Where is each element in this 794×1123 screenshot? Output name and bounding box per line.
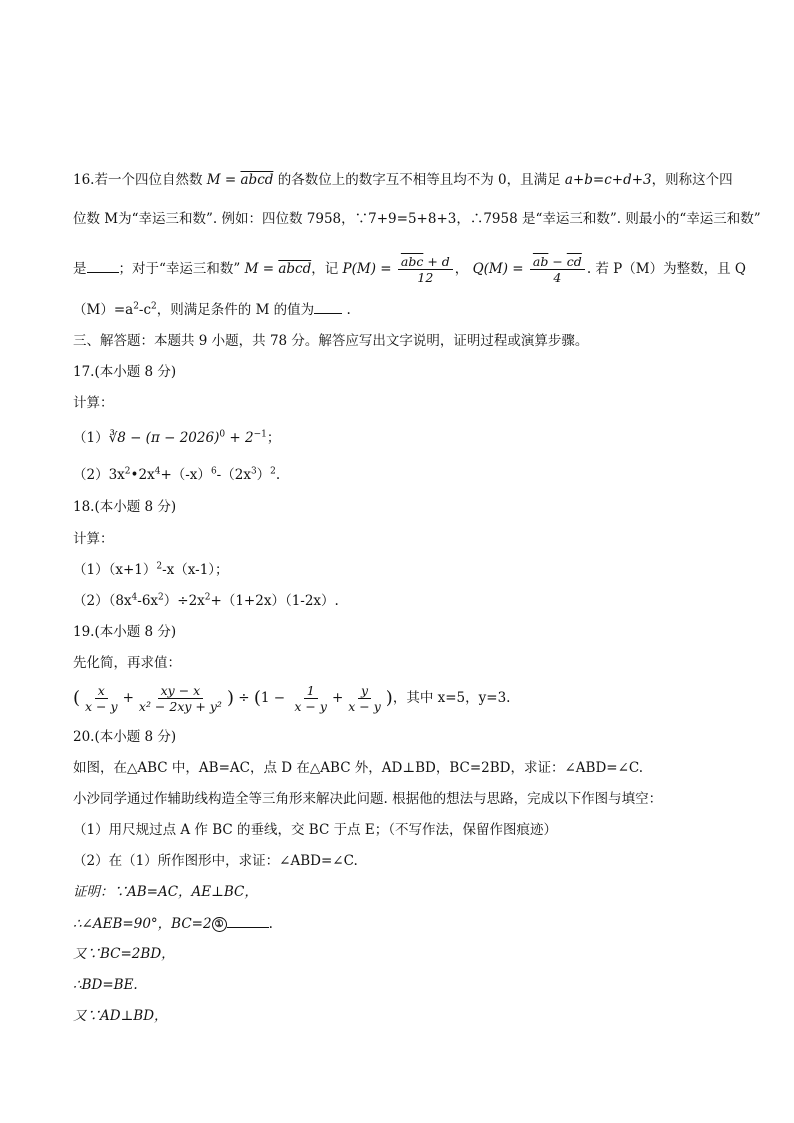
q16-line-1	[73, 170, 733, 190]
math-m-abcd: M = abcd	[244, 261, 312, 277]
answer-blank-1[interactable]	[87, 258, 119, 273]
q19-instruction: 先化简，再求值：	[73, 655, 181, 671]
q-m-fraction: $\frac{\overline{ab} - \overline{cd}}{4}$	[530, 254, 585, 285]
q16-line-2: 位数 M为“幸运三和数”. 例如：四位数 7958，∵7+9=5+8+3，∴7958 是“幸运三和数”. 则最小的“幸运三和数”	[73, 211, 761, 227]
p-m-label: P(M) =	[342, 261, 396, 277]
comma: ，	[454, 261, 469, 277]
q-m-label: Q(M) =	[472, 261, 528, 277]
q18-part-2: $(2)(8x^4-6x^2)\div 2x^2+(1+2x)(1-2x)$.	[73, 592, 339, 609]
fraction-3: $\frac{1}{x - y}$	[294, 683, 327, 714]
q16-text: 的各数位上的数字互不相等且均不为 0，且满足	[277, 172, 561, 188]
q18-instruction: 计算：	[73, 531, 114, 547]
q16-line-4: $(M)=a^2-c^2$，则满足条件的 M 的值为 .	[73, 299, 351, 320]
math-m-abcd: M = abcd	[206, 172, 274, 188]
answer-blank-2[interactable]	[314, 299, 342, 314]
q16-text: 是	[73, 261, 87, 277]
q16-condition: a+b=c+d+3	[560, 172, 652, 188]
q17-part-2: $(2)3x^2•2x^4+(-x)^6-(2x^3)^2$.	[73, 466, 281, 483]
q17-instruction: 计算：	[73, 395, 114, 411]
section-3-heading: 三、解答题：本题共 9 小题，共 78 分。解答应写出文字说明，证明过程或演算步骤。	[73, 333, 589, 349]
q18-heading: 18.(本小题 8 分)	[73, 499, 177, 515]
fraction-2: $\frac{xy - x}{\text{x² − 2xy + y²}}$	[138, 683, 222, 714]
q16-text: ，记	[311, 261, 339, 277]
q17-heading: 17.(本小题 8 分)	[73, 364, 177, 380]
q16-text: ；对于“幸运三和数”	[118, 261, 241, 277]
blank-marker-1: ①	[212, 917, 227, 932]
q16-text: . 若 P（M）为整数，且 Q	[586, 261, 746, 277]
proof-line-5: 又∵AD⊥BD，	[73, 1008, 168, 1024]
q19-heading: 19.(本小题 8 分)	[73, 624, 177, 640]
q19-expression: ( $\frac{x}{x - y}$ + $\frac{xy - x}{\text{x² − 2xy + y²}}$ ) ÷ (1 − $\frac{1}{x - y}$ + $\frac{y}{x - y}$ )，其中 x=5，y=3.	[73, 683, 511, 714]
q17-part-1: （1）∛8 − $(\pi - 2026)^0 + 2^{-1}$；	[73, 429, 281, 446]
q20-heading: 20.(本小题 8 分)	[73, 729, 177, 745]
q16-line-3	[73, 252, 746, 286]
proof-line-4: ∴BD=BE.	[73, 977, 138, 993]
proof-line-3: 又∵BC=2BD，	[73, 946, 175, 962]
q16-text: ，则称这个四	[651, 172, 733, 188]
proof-blank-1[interactable]	[227, 913, 269, 928]
proof-line-2: ∴∠AEB=90°，BC=2 ① .	[73, 913, 273, 934]
proof-line-1: 证明：∵AB=AC，AE⊥BC，	[73, 884, 258, 900]
fraction-4: $\frac{y}{x - y}$	[348, 683, 381, 714]
q18-part-1: $(1)(x+1)^2-x(x-1)$；	[73, 561, 229, 578]
q16-text: 16.若一个四位自然数	[73, 172, 203, 188]
q20-approach: 小沙同学通过作辅助线构造全等三角形来解决此问题. 根据他的想法与思路，完成以下作图与填空：	[73, 791, 663, 807]
q19-values: ，其中 x=5，y=3.	[392, 690, 511, 706]
p-m-fraction: $\frac{\overline{abc} + d}{12}$	[398, 254, 453, 285]
q20-part-2: （2）在（1）所作图形中，求证：∠ABD=∠C.	[73, 853, 358, 869]
fraction-1: $\frac{x}{x - y}$	[85, 683, 118, 714]
q20-statement: 如图，在△ABC 中，AB=AC，点 D 在△ABC 外，AD⊥BD，BC=2BD，求证：∠ABD=∠C.	[73, 760, 644, 776]
q20-part-1: （1）用尺规过点 A 作 BC 的垂线，交 BC 于点 E；（不写作法，保留作图痕迹）	[73, 822, 557, 838]
